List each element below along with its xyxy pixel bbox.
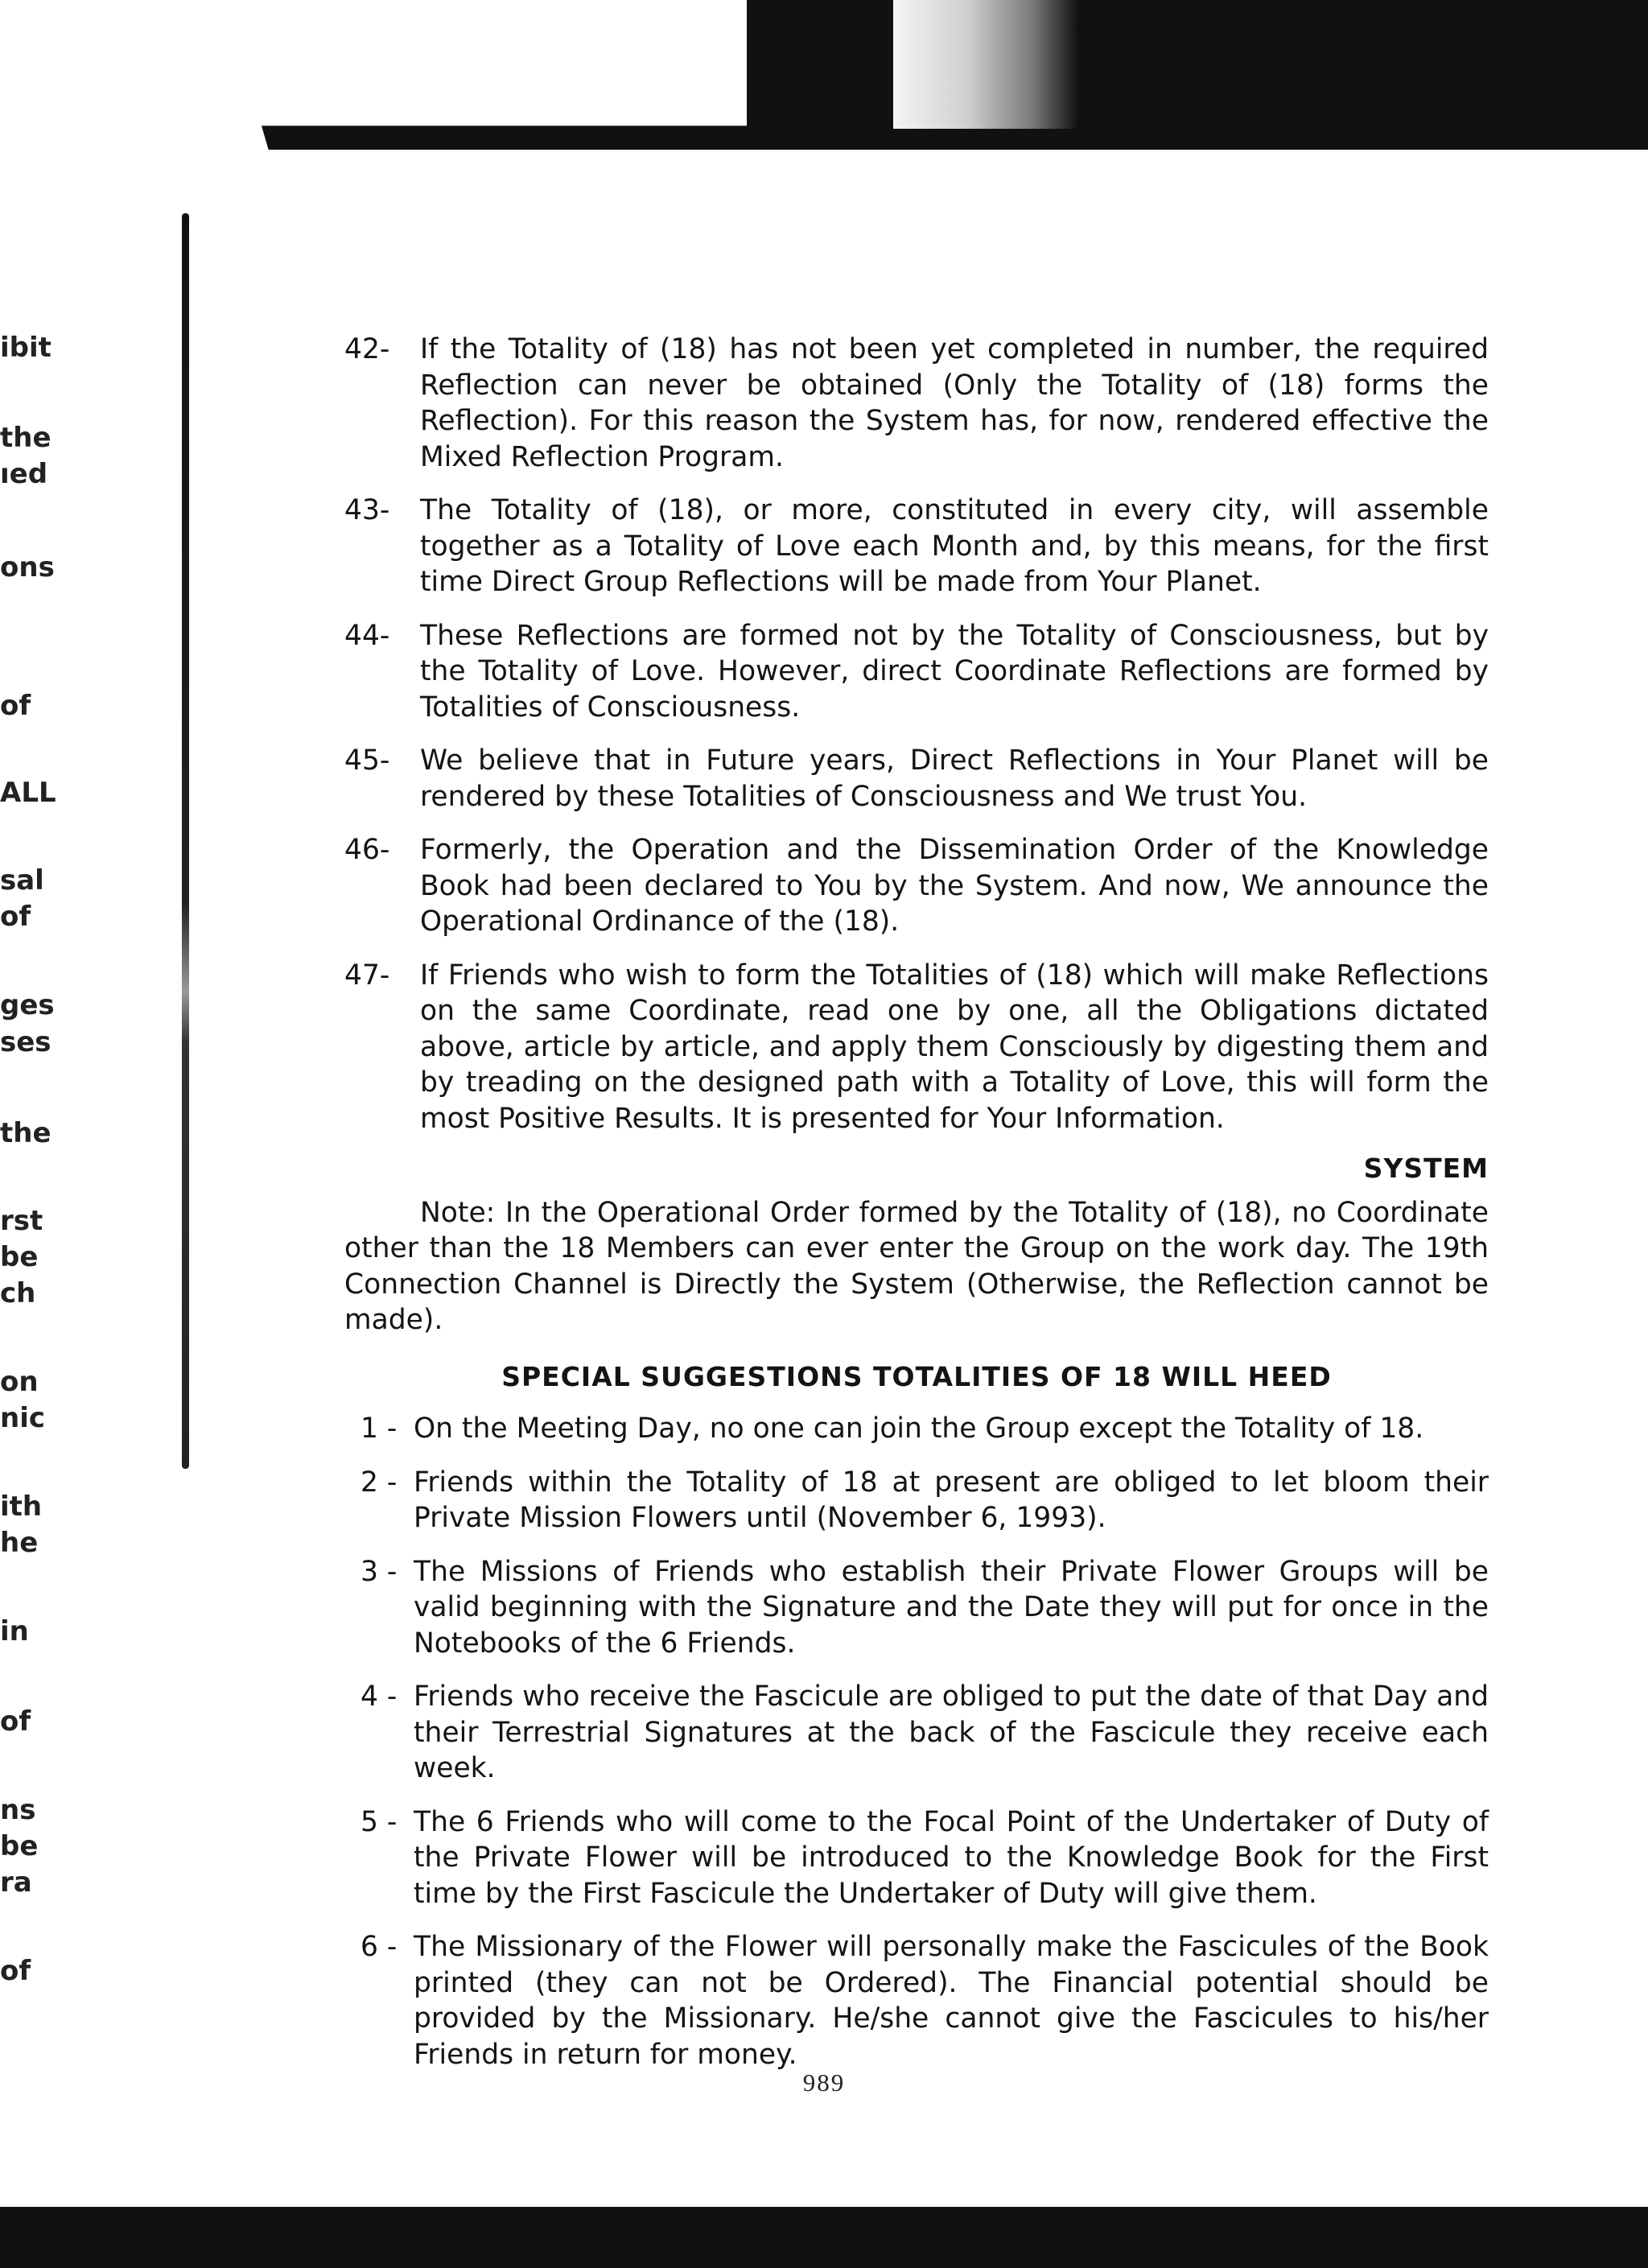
suggestion-item: [344, 1411, 1489, 1447]
suggestion-item: [344, 1804, 1489, 1912]
margin-fragment: be: [0, 1241, 39, 1273]
item-number: 4 -: [360, 1680, 398, 1713]
item-number: 6 -: [360, 1931, 398, 1963]
margin-fragment: ıed: [0, 458, 48, 490]
item-number: 1 -: [360, 1412, 398, 1445]
margin-fragment: of: [0, 1705, 31, 1738]
item-text: We believe that in Future years, Direct Reflections in Your Planet will be rendered by these Totalities of Consciousness and We trust You.: [420, 744, 1489, 813]
margin-fragment: ch: [0, 1277, 36, 1309]
suggestion-item: [344, 1929, 1489, 2072]
suggestions-heading: SPECIAL SUGGESTIONS TOTALITIES OF 18 WILL HEED: [501, 1360, 1332, 1392]
item-text: The Missionary of the Flower will personally make the Fascicules of the Book printed (they can not be Ordered). The Financial potential should be provided by the Missionary. He/she cannot give the Fascicules to his/her Friends in return for money.: [414, 1931, 1489, 2071]
book-binding-shadow: [182, 213, 189, 1469]
article-list: [344, 332, 1489, 1136]
margin-fragment: of: [0, 901, 31, 933]
margin-fragment: the: [0, 422, 52, 454]
page-content: [344, 332, 1489, 2090]
margin-fragment: the: [0, 1117, 52, 1149]
scan-top-border-fade: [893, 0, 1078, 129]
margin-fragment: on: [0, 1366, 39, 1398]
item-number: 5 -: [360, 1805, 398, 1838]
suggestion-item: [344, 1465, 1489, 1536]
margin-fragment: ra: [0, 1866, 32, 1899]
margin-fragment: rst: [0, 1205, 43, 1237]
margin-fragment: ibit: [0, 332, 52, 364]
margin-fragment: sal: [0, 864, 44, 897]
margin-fragment: ith: [0, 1491, 43, 1523]
margin-fragment: ses: [0, 1026, 52, 1058]
item-text: If the Totality of (18) has not been yet completed in number, the required Reflection can never be obtained (Only the Totality of (18) forms the Reflection). For this reason the System has, for now, rendered effective the Mixed Reflection Program.: [420, 333, 1489, 473]
item-number: 47-: [344, 959, 390, 992]
item-text: Formerly, the Operation and the Dissemination Order of the Knowledge Book had been declared to You by the System. And now, We announce the Operational Ordinance of the (18).: [420, 834, 1489, 938]
item-text: These Reflections are formed not by the Totality of Consciousness, but by the Totality of Love. However, direct Coordinate Reflections are formed by Totalities of Consciousness.: [420, 619, 1489, 724]
item-text: The Missions of Friends who establish their Private Flower Groups will be valid beginning with the Signature and the Date they will put for once in the Notebooks of the 6 Friends.: [414, 1555, 1489, 1660]
item-text: If Friends who wish to form the Totalities of (18) which will make Reflections on the same Coordinate, read one by one, all the Obligations dictated above, article by article, and apply them Consciously by digesting them and by treading on the designed path with a Totality of Love, this will form the most Positive Results. It is presented for Your Information.: [420, 959, 1489, 1135]
margin-fragment: of: [0, 690, 31, 722]
item-text: Friends who receive the Fascicule are obliged to put the date of that Day and their Terrestrial Signatures at the back of the Fascicule they receive each week.: [414, 1680, 1489, 1784]
margin-fragment: he: [0, 1527, 39, 1559]
previous-page-fragments: [0, 0, 56, 2268]
margin-fragment: ns: [0, 1794, 36, 1826]
article-item: [344, 332, 1489, 475]
item-number: 2 -: [360, 1466, 398, 1499]
item-text: The 6 Friends who will come to the Focal Point of the Undertaker of Duty of the Private Flower will be introduced to the Knowledge Book for the First time by the First Fascicule the Undertaker of Duty will give them.: [414, 1805, 1489, 1910]
scan-bottom-border: [0, 2207, 1648, 2268]
margin-fragment: of: [0, 1955, 31, 1987]
article-item: [344, 958, 1489, 1137]
margin-fragment: nic: [0, 1402, 46, 1434]
item-text: The Totality of (18), or more, constituted in every city, will assemble together as a Totality of Love each Month and, by this means, for the first time Direct Group Reflections will be made from Your Planet.: [420, 494, 1489, 598]
suggestion-item: [344, 1554, 1489, 1662]
item-number: 44-: [344, 619, 390, 652]
item-number: 43-: [344, 494, 390, 526]
item-text: Friends within the Totality of 18 at present are obliged to let bloom their Private Mission Flowers until (November 6, 1993).: [414, 1466, 1489, 1534]
item-text: On the Meeting Day, no one can join the Group except the Totality of 18.: [414, 1412, 1424, 1445]
article-item: [344, 832, 1489, 940]
margin-fragment: ALL: [0, 777, 56, 809]
article-item: [344, 493, 1489, 600]
margin-fragment: be: [0, 1830, 39, 1862]
suggestion-list: [344, 1411, 1489, 2072]
item-number: 46-: [344, 834, 390, 866]
item-number: 3 -: [360, 1555, 398, 1588]
page-number: 989: [802, 2068, 846, 2097]
item-number: 45-: [344, 744, 390, 777]
margin-fragment: ges: [0, 989, 55, 1021]
item-number: 42-: [344, 333, 390, 365]
suggestion-item: [344, 1679, 1489, 1787]
system-signature: SYSTEM: [1363, 1153, 1489, 1184]
margin-fragment: ons: [0, 551, 55, 583]
note-paragraph: Note: In the Operational Order formed by the Totality of (18), no Coordinate other than the 18 Members can ever enter the Group on the work day. The 19th Connection Channel is Directly the System (Otherwise, the Reflection cannot be made).: [344, 1196, 1489, 1336]
margin-fragment: in: [0, 1615, 29, 1647]
article-item: [344, 618, 1489, 726]
article-item: [344, 743, 1489, 814]
